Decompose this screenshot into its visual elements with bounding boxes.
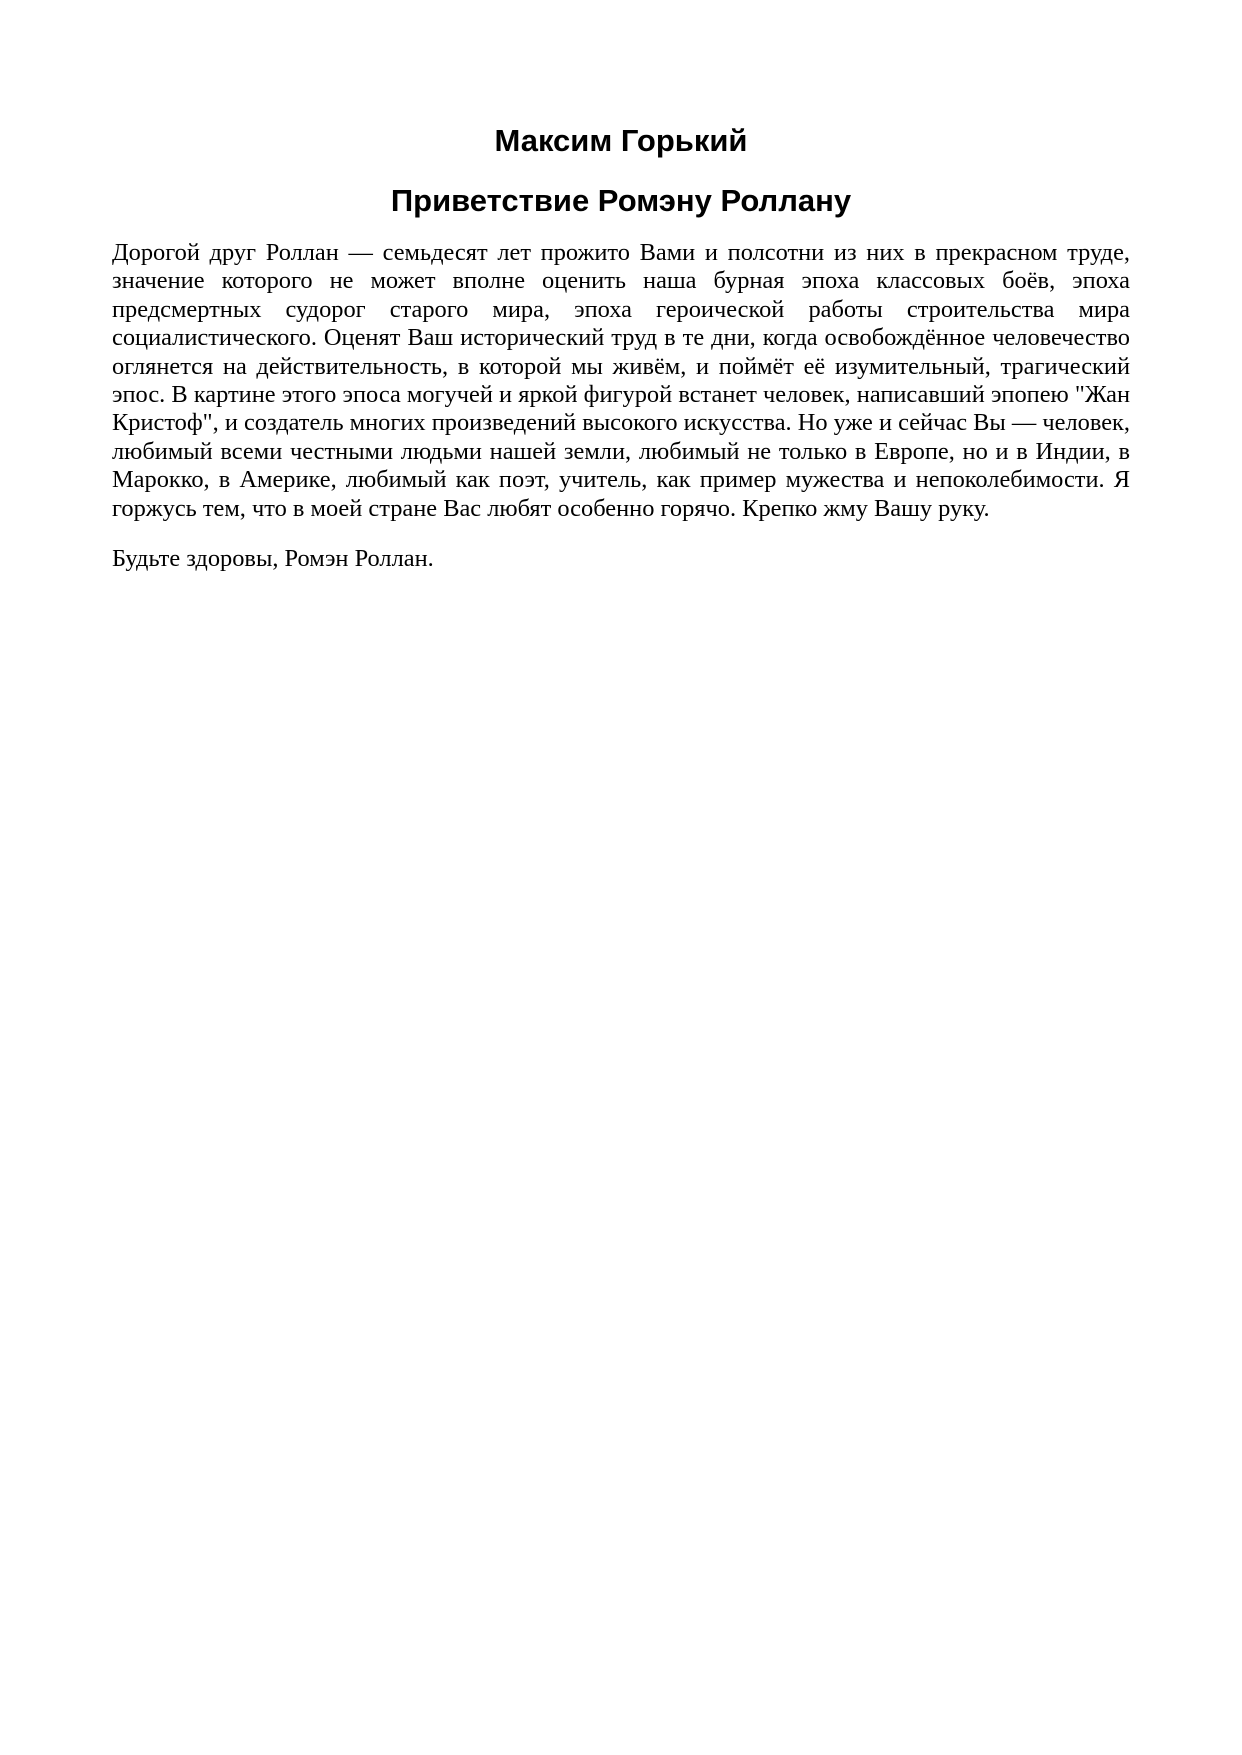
closing-paragraph: Будьте здоровы, Ромэн Роллан.	[112, 545, 434, 573]
document-title: Приветствие Ромэну Роллану	[390, 183, 852, 218]
body-paragraph: Дорогой друг Роллан — семьдесят лет прожито Вами и полсотни из них в прекрасном труде, значение которого не может вполне оценить наша бурная эпоха классовых боёв, эпоха предсмертных судорог старого мира, эпоха героической работы строительства мира социалистического. Оценят Ваш исторический труд в те дни, когда освобождённое человечество оглянется на действительность, в которой мы живём, и поймёт её изумительный, трагический эпос. В картине этого эпоса могучей и яркой фигурой встанет человек, написавший эпопею "Жан Кристоф", и создатель многих произведений высокого искусства. Но уже и сейчас Вы — человек, любимый всеми честными людьми нашей земли, любимый не только в Европе, но и в Индии, в Марокко, в Америке, любимый как поэт, учитель, как пример мужества и непоколебимости. Я горжусь тем, что в моей стране Вас любят особенно горячо. Крепко жму Вашу руку.	[112, 239, 1130, 522]
author-name: Максим Горький	[494, 123, 748, 158]
